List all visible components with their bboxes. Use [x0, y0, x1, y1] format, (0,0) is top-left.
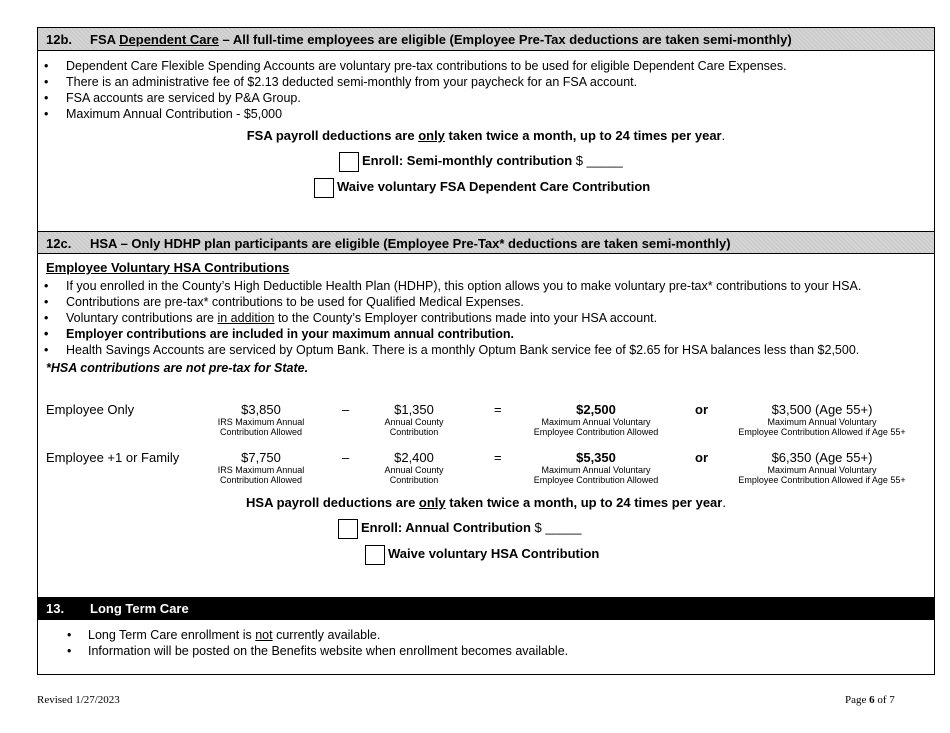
max-caption: Maximum Annual Voluntary Employee Contribution Allowed: [533, 417, 659, 437]
row1-irs-max: [191, 402, 331, 437]
fsa-waive-option: [314, 176, 650, 198]
section-12c-bullets: [38, 278, 934, 358]
or-word: or: [695, 402, 708, 417]
section-12b-title-underlined: Dependent Care: [119, 32, 219, 47]
equals-sign: =: [494, 402, 502, 417]
list-item: • There is an administrative fee of $2.13 deducted semi-monthly from your paycheck for an FSA account.: [38, 74, 934, 90]
hsa-waive-checkbox[interactable]: [365, 545, 385, 565]
or-word: or: [695, 450, 708, 465]
fsa-waive-checkbox[interactable]: [314, 178, 334, 198]
row1-max-voluntary: [516, 402, 676, 437]
row2-irs-max: [191, 450, 331, 485]
page-num: 6: [869, 694, 875, 706]
fsa-waive-label: Waive voluntary FSA Dependent Care Contribution: [337, 179, 651, 194]
fsa-enroll-checkbox[interactable]: [339, 152, 359, 172]
list-item: • Information will be posted on the Benefits website when enrollment becomes available.: [38, 643, 934, 659]
row-employee-only-label: Employee Only: [46, 402, 135, 417]
section-12b-header: [38, 28, 934, 51]
section-12b-title-pre: FSA: [90, 32, 120, 47]
form-frame: [37, 27, 935, 675]
ltc-bullet1-pre: Long Term Care enrollment is: [88, 628, 256, 642]
fsa-payroll-pre: FSA payroll deductions are: [246, 128, 419, 143]
county-value: $1,350: [394, 402, 434, 417]
list-item: • Dependent Care Flexible Spending Accounts are voluntary pre-tax contributions to be used for eligible Dependent Care Expenses.: [38, 58, 934, 74]
list-item: • Health Savings Accounts are serviced by Optum Bank. There is a monthly Optum Bank service fee of $2.65 for HSA balances less than $2,500.: [38, 342, 934, 358]
hsa-waive-label: Waive voluntary HSA Contribution: [388, 546, 600, 561]
hsa-enroll-checkbox[interactable]: [338, 519, 358, 539]
hsa-payroll-end: .: [722, 495, 726, 510]
list-item: • Employer contributions are included in your maximum annual contribution.: [38, 326, 934, 342]
list-item: • Contributions are pre-tax* contributions to be used for Qualified Medical Expenses.: [38, 294, 934, 310]
hsa-payroll-pre: HSA payroll deductions are: [246, 495, 419, 510]
irs-caption: IRS Maximum Annual Contribution Allowed: [217, 417, 305, 437]
section-13-title: Long Term Care: [90, 601, 189, 616]
ltc-bullet1-post: currently available.: [272, 628, 381, 642]
section-13-number: 13.: [46, 601, 65, 616]
section-13-bullets: [38, 627, 934, 659]
hsa-enroll-option: [338, 517, 582, 539]
page-post: of 7: [874, 694, 895, 706]
section-12b-bullets: [38, 58, 934, 122]
irs-value: $7,750: [241, 450, 281, 465]
list-item: [38, 310, 934, 326]
row1-age55: [727, 402, 917, 437]
section-12c-header: [38, 231, 934, 254]
age-caption: Maximum Annual Voluntary Employee Contribution Allowed if Age 55+: [738, 417, 906, 437]
page-number: [845, 694, 895, 706]
fsa-enroll-option: [339, 150, 623, 172]
list-item: • FSA accounts are serviced by P&A Group.: [38, 90, 934, 106]
equals-sign: =: [494, 450, 502, 465]
fsa-payroll-post: taken twice a month, up to 24 times per year: [444, 128, 722, 143]
hsa-enroll-amount-field[interactable]: $ _____: [534, 520, 582, 535]
ltc-bullet1-underlined: not: [255, 628, 273, 642]
section-12b-number: 12b.: [46, 32, 73, 47]
row-employee-family-label: Employee +1 or Family: [46, 450, 180, 465]
hsa-payroll-post: taken twice a month, up to 24 times per year: [445, 495, 723, 510]
county-caption: Annual County Contribution: [384, 465, 444, 485]
fsa-enroll-amount-field[interactable]: $ _____: [575, 153, 623, 168]
age-value: $6,350 (Age 55+): [771, 450, 873, 465]
list-item: • If you enrolled in the County’s High Deductible Health Plan (HDHP), this option allows you to make voluntary pre-tax* contributions to your HSA.: [38, 278, 934, 294]
fsa-payroll-only: only: [418, 128, 445, 143]
fsa-enroll-label: Enroll: Semi-monthly contribution: [362, 153, 576, 168]
fsa-payroll-end: .: [721, 128, 726, 143]
max-value: $2,500: [576, 402, 616, 417]
hsa-state-note: *HSA contributions are not pre-tax for State.: [46, 361, 309, 375]
section-12b-title-post: – All full-time employees are eligible (Employee Pre-Tax deductions are taken semi-monthly): [218, 32, 792, 47]
bullet3-post: to the County’s Employer contributions made into your HSA account.: [274, 311, 658, 325]
hsa-subheading: Employee Voluntary HSA Contributions: [46, 260, 290, 275]
section-13-header: [38, 597, 934, 620]
irs-value: $3,850: [241, 402, 281, 417]
fsa-payroll-note: [38, 128, 934, 143]
county-caption: Annual County Contribution: [384, 417, 444, 437]
minus-sign: –: [342, 402, 350, 417]
age-value: $3,500 (Age 55+): [771, 402, 873, 417]
hsa-payroll-note: [38, 495, 934, 510]
max-value: $5,350: [576, 450, 616, 465]
section-12c-title: HSA – Only HDHP plan participants are eligible (Employee Pre-Tax* deductions are taken semi-monthly): [90, 236, 731, 251]
page-pre: Page: [845, 694, 870, 706]
max-caption: Maximum Annual Voluntary Employee Contribution Allowed: [533, 465, 659, 485]
row2-county: [354, 450, 474, 485]
bullet3-underlined: in addition: [217, 311, 275, 325]
county-value: $2,400: [394, 450, 434, 465]
hsa-enroll-label: Enroll: Annual Contribution: [361, 520, 535, 535]
row2-age55: [727, 450, 917, 485]
bullet3-pre: Voluntary contributions are: [66, 311, 218, 325]
list-item: • Maximum Annual Contribution - $5,000: [38, 106, 934, 122]
hsa-waive-option: [365, 543, 599, 565]
irs-caption: IRS Maximum Annual Contribution Allowed: [217, 465, 305, 485]
list-item: [38, 627, 934, 643]
section-12c-number: 12c.: [46, 236, 72, 251]
row2-max-voluntary: [516, 450, 676, 485]
hsa-payroll-only: only: [418, 495, 446, 510]
age-caption: Maximum Annual Voluntary Employee Contribution Allowed if Age 55+: [738, 465, 906, 485]
minus-sign: –: [342, 450, 350, 465]
revised-date: Revised 1/27/2023: [37, 694, 120, 706]
row1-county: [354, 402, 474, 437]
